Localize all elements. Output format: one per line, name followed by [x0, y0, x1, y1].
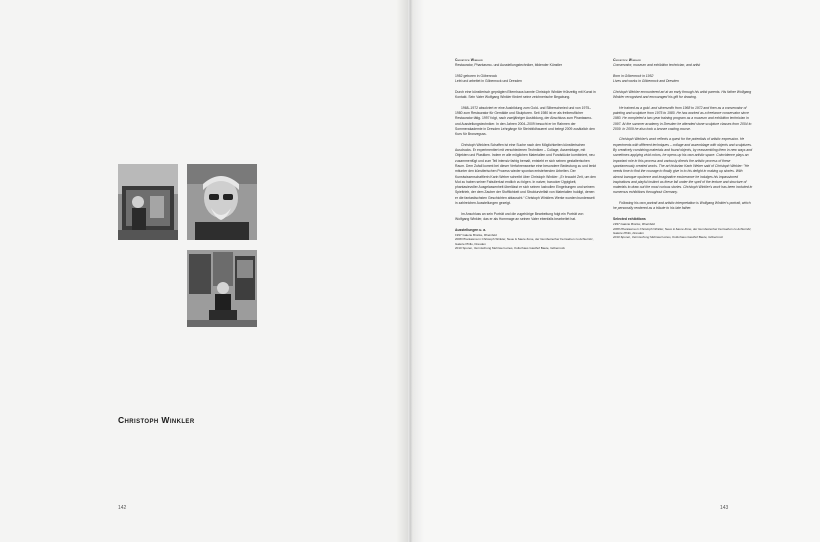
left-page: [0, 0, 408, 542]
english-exhibition-item: 2010 Spuren, Vermischung Mehrwert eines, Kulturhaus Gasthof Baute, Göbenrock: [613, 235, 723, 240]
german-paragraph-1: Durch eine künstlerisch geprägten Elternhaus kannte Christoph Winkler frühzeitig mit Kunst in Kontakt. Sein Vater Wolfgang Winkler fördert seine zeichnerische Begabung.: [455, 89, 596, 100]
english-biography-column: [613, 58, 753, 240]
book-gutter-shadow: [396, 0, 424, 542]
artist-name-heading: Christoph Winkler: [118, 415, 195, 425]
page-number-right: 143: [720, 505, 729, 511]
english-roles: Conservator, museum and exhibition technician, and artist: [613, 63, 701, 68]
english-name: Christoph Winkler: [613, 58, 641, 62]
german-exhibitions-list: [455, 233, 597, 251]
artist-portrait-photo: [187, 164, 257, 240]
english-paragraph-1: Christoph Winkler encountered art at an early through his artist parents. His father Wolfgang Winkler recognised and encouraged his gift for drawing.: [613, 89, 752, 100]
artist-with-painting-photo: [118, 164, 178, 240]
german-name: Christoph Winkler: [455, 58, 483, 62]
german-exhibition-item: 2008 Phantasma in Christoph Winkler, Neue & Saure Zone, der Gumbeinerher Fernsehen zu Achternitz, Galerie Phillo, Dresden: [455, 237, 594, 246]
english-paragraph-3: Christoph Winkler's work reflects a quest for the potentials of artistic expression. He experiments with different techniques – collage and assemblage with objects and sculptures. By creatively combining materials and found objects, by reassembling them in new ways and sometimes applying vivid colors, he opens up his own artistic space. Coincidence plays an important role in this process and variously directs the artistic process of these spontaneously created works. The art historian Karin Weber said of Christoph Winkler: "He needs time to find the courage to finally give in to his delight in making up stories. With almost baroque opulence and imaginative exuberance he indulges his impassioned inspirations and playful instinct as these fall under the spell of the texture and structure of materials to draw out the most curious stories. Christoph Winkler's work has been included in numerous exhibitions throughout Germany.: [613, 137, 753, 195]
artist-seated-image: [187, 250, 257, 327]
german-lives: Lebt und arbeitet in Göbenrock und Dresden: [455, 79, 522, 84]
english-paragraph-4: Following his own portrait and artistic interpretation is Wolfgang Winkler's portrait, which he personally rendered as a tribute to his late father.: [613, 201, 751, 211]
german-paragraph-4: Im Anschluss an sein Porträt und die zugehörige Bearbeitung folgt ein Porträt von Wolfgang Winkler, das er als Hommage an seinen Vater ebenfalls bearbeitet hat.: [455, 211, 584, 221]
artist-seated-before-paintings-photo: [187, 250, 257, 327]
german-exhibition-item: 1997 Galerie Brücke, Rheinfeld: [455, 232, 497, 237]
english-born: Born in Göbenrock in 1952: [613, 73, 654, 78]
english-paragraph-2: He trained as a gold- and silversmith from 1968 to 1972 and then as a conservator of painting and sculpture from 1975 to 1980. He has worked as a freelance conservator since 1980. He completed a two-year training program as a museum and exhibition technician in 1997. At the summer academy in Dresden he attended stone sculpture classes from 2004 to 2009. In 2009 he also took a bronze casting course.: [613, 105, 752, 131]
german-biography-column: [455, 58, 597, 250]
german-exhibitions-title: Ausstellungen u. a.: [455, 227, 487, 232]
english-exhibitions-title: Selected exhibitions: [613, 216, 646, 221]
german-born: 1952 geboren in Göbenrock: [455, 73, 498, 78]
artist-with-painting-image: [118, 164, 178, 240]
english-exhibition-item: 1997 Galerie Brücke, Rheinfeld: [613, 222, 655, 227]
english-exhibition-item: 2008 Phantasma in Christoph Winkler, Neue & Saure Zone, der Gumbeinerher Fernsehen zu Achternitz, Galerie Phillo, Dresden: [613, 226, 752, 236]
english-exhibitions-list: [613, 222, 753, 240]
german-paragraph-2: 1968–1972 absolviert er eine Ausbildung zum Gold- und Silberschmied und von 1975–1980 zum Restaurator für Gemälde und Skulpturen. Seit 1980 ist er als freiberuflicher Restaurator tätig. 1997 folgt, nach zweijähriger Ausbildung, der Abschluss zum Phantasmo- und Ausstellungstechniker. In den Jahren 2004–2009 besucht er im Rahmen der Sommerakademie in Dresden Lehrgänge für Steinbildhauerei und belegt 2009 zusätzlich den Kurs für Bronzeguss.: [455, 105, 595, 137]
english-lives: Lives and works in Göbenrock and Dresden: [613, 79, 679, 84]
german-roles: Restaurator, Phantasmo- und Ausstellungstechniker, bildender Künstler: [455, 63, 563, 68]
page-number-left: 142: [118, 505, 127, 511]
german-paragraph-3: Christoph Winklers Schaffen ist eine Suche nach den Möglichkeiten künstlerischen Ausdrucks. Er experimentiert mit verschiedenen Techniken – Collage, Assemblage, mit Objekten und Plastiken. Indem er alle möglichen Materialien und Fundstücke kombiniert, neu zusammenfügt und zum Teil intensiv farbig bemalt, entsteht er sich seinen gestalterischen Raum. Dem Zufall kommt bei dieser Verfahrensweise eine besondere Bedeutung zu und lenkt mitunter den künstlerischen Prozess wieder spontan entstehenden Arbeiten. Der Kunstwissenschaftlerin Karin Weber schreibt über Christoph Winkler: „Er braucht Zeit, um den Mut zu haben seiner Fabulierlust endlich zu folgen. In naiver, barocker Üppigkeit, phantasievoller Ausgelassenheit überlässt er sich seinen lustvollen Eingebungen und seinem Spieltrieb, der dem Zauber der Stofflichkeit und Strukturvielfalt von Materialien huldigt, denen er die fantastischsten Geschichten ablauscht.“ Christoph Winklers Werke wurden bundesweit in zahlreichen Ausstellungen gezeigt.: [455, 142, 596, 206]
artist-portrait-image: [187, 164, 257, 240]
german-exhibition-item: 2010 Spuren, Vermischung Mehrwert eines, Kulturhaus Gasthof Baute, Göbenrock: [455, 246, 565, 251]
